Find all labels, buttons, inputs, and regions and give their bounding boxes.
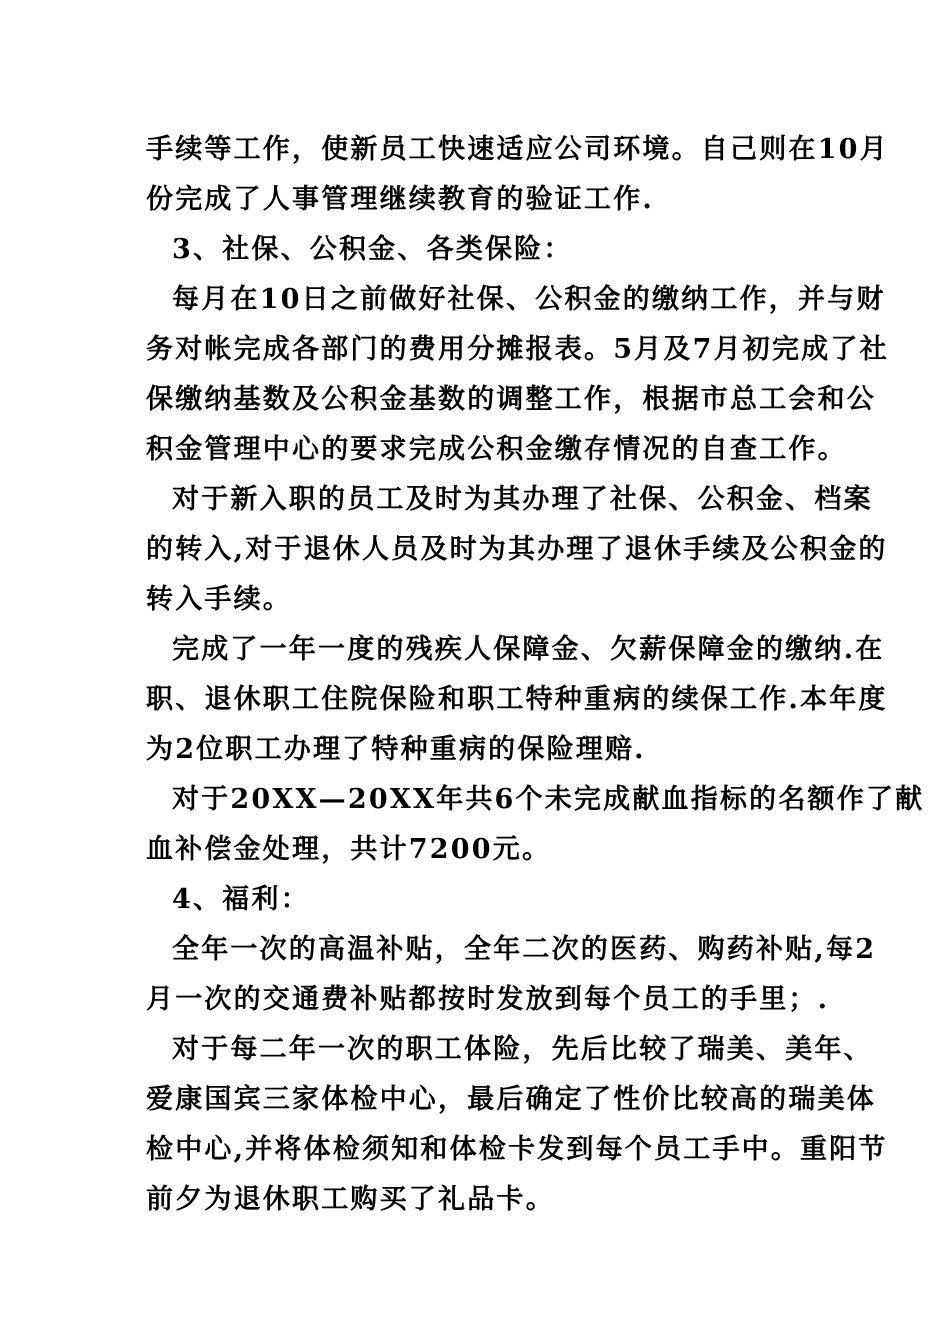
text-line: 血补偿金处理，共计7200元。 (146, 834, 552, 865)
text-line: 月一次的交通费补贴都按时发放到每个员工的手里；. (146, 984, 830, 1015)
text-line: 的转入,对于退休人员及时为其办理了退休手续及公积金的 (146, 534, 888, 565)
text-line: 为2位职工办理了特种重病的保险理赔. (146, 734, 646, 765)
text-line: 检中心,并将体检须知和体检卡发到每个员工手中。重阳节 (146, 1134, 888, 1165)
text-line: 转入手续。 (146, 584, 292, 615)
text-line: 份完成了人事管理继续教育的验证工作. (146, 184, 654, 215)
text-line: 全年一次的高温补贴，全年二次的医药、购药补贴,每2 (172, 934, 877, 965)
text-line: 每月在10日之前做好社保、公积金的缴纳工作，并与财 (172, 284, 886, 315)
text-line: 对于新入职的员工及时为其办理了社保、公积金、档案 (172, 484, 873, 515)
text-line: 保缴纳基数及公积金基数的调整工作，根据市总工会和公 (146, 384, 876, 415)
section-heading: 3、社保、公积金、各类保险： (172, 234, 573, 265)
text-line: 务对帐完成各部门的费用分摊报表。5月及7月初完成了社 (146, 334, 889, 365)
section-heading: 4、福利： (172, 884, 310, 915)
text-line: 对于每二年一次的职工体险，先后比较了瑞美、美年、 (172, 1034, 873, 1065)
text-line: 积金管理中心的要求完成公积金缴存情况的自查工作。 (146, 434, 847, 465)
text-line: 前夕为退休职工购买了礼品卡。 (146, 1184, 555, 1215)
text-line: 对于20XX—20XX年共6个未完成献血指标的名额作了献 (172, 784, 925, 815)
text-line: 爱康国宾三家体检中心，最后确定了性价比较高的瑞美体 (146, 1084, 876, 1115)
text-line: 完成了一年一度的残疾人保障金、欠薪保障金的缴纳.在 (172, 634, 885, 665)
text-line: 职、退休职工住院保险和职工特种重病的续保工作.本年度 (146, 684, 888, 715)
text-line: 手续等工作，使新员工快速适应公司环境。自己则在10月 (146, 134, 889, 165)
